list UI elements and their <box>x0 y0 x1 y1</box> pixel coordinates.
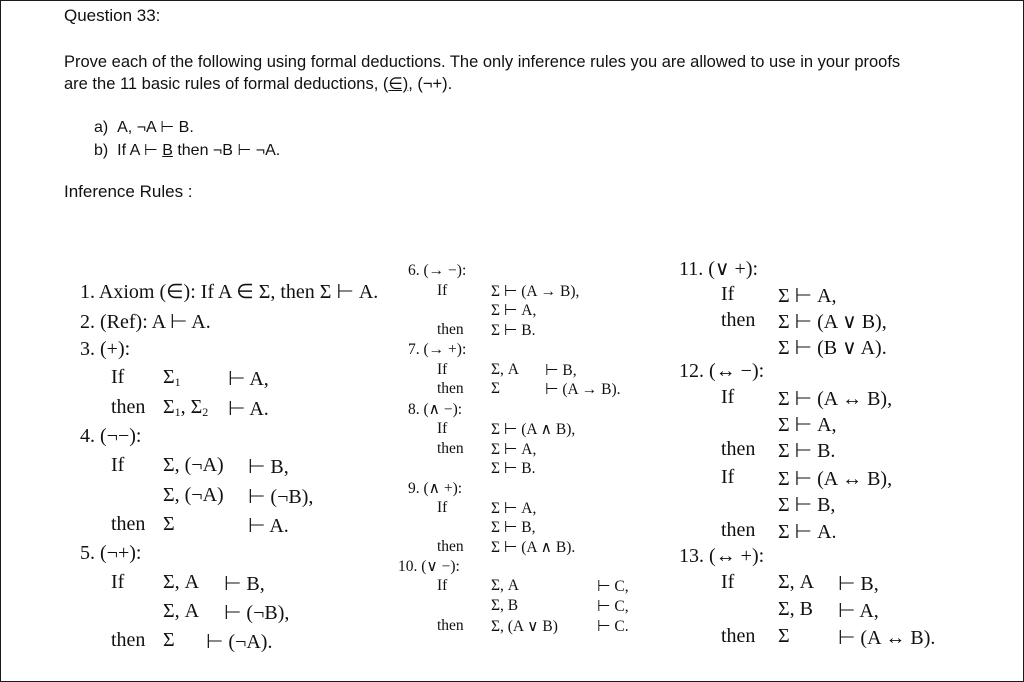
question-intro <box>64 51 900 95</box>
rule-13-conclusion-3: ⊢ (A ↔ B). <box>838 627 936 649</box>
rule-3-conclusion-1: ⊢ A, <box>228 368 269 390</box>
part-a <box>94 116 280 139</box>
rule-12-line-1: Σ ⊢ (A ↔ B), <box>778 388 893 410</box>
rule-7-conclusion-2: ⊢ (A → B). <box>545 381 621 398</box>
question-title: Question 33: <box>64 6 161 25</box>
rule-4-heading: 4. (¬−): <box>80 425 142 447</box>
part-text: If A ⊢ <box>117 142 163 159</box>
rule-10-heading: 10. (∨ −): <box>398 558 460 575</box>
rule-10-then: then <box>437 617 464 634</box>
rule-11-line-3: Σ ⊢ (B ∨ A). <box>778 337 887 359</box>
rule-6-line-1: Σ ⊢ (A → B), <box>491 283 580 300</box>
intro-line-2 <box>64 73 900 95</box>
rule-4-conclusion-3: ⊢ A. <box>248 515 289 537</box>
rule-13-premise-2: Σ, B <box>778 598 813 620</box>
rule-7-premise-2: Σ <box>491 380 501 397</box>
rule-12-then: then <box>721 438 756 460</box>
part-text: A, ¬A ⊢ B. <box>117 119 194 136</box>
rule-4-conclusion-2: ⊢ (¬B), <box>248 486 314 508</box>
rule-12-then-2: then <box>721 519 756 541</box>
rule-8-line-3: Σ ⊢ B. <box>491 460 536 477</box>
rule-3-premise <box>163 366 181 390</box>
rule-12-if-2: If <box>721 466 735 488</box>
rule-5-conclusion-1: ⊢ B, <box>224 573 265 595</box>
part-text-underlined: B <box>162 142 173 159</box>
rule-5-premise-1: Σ, A <box>163 571 200 593</box>
rule-9-heading: 9. (∧ +): <box>408 480 463 497</box>
rule-7-if: If <box>437 361 448 378</box>
part-b <box>94 139 280 162</box>
rule-6-then: then <box>437 321 464 338</box>
rule-3-if: If <box>111 366 125 388</box>
rule-4-then: then <box>111 513 146 535</box>
rule-2: 2. (Ref): A ⊢ A. <box>80 311 211 333</box>
rule-12-line-6: Σ ⊢ A. <box>778 521 837 543</box>
rule-6-if: If <box>437 282 448 299</box>
rule-11-if: If <box>721 283 735 305</box>
rule-13-premise-3: Σ <box>778 625 790 647</box>
part-label: b) <box>94 142 109 159</box>
rule-11-line-1: Σ ⊢ A, <box>778 285 837 307</box>
sigma: Σ <box>163 396 175 418</box>
rule-9-line-2: Σ ⊢ B, <box>491 519 536 536</box>
rule-5-then: then <box>111 629 146 651</box>
rule-10-conclusion-1: ⊢ C, <box>597 578 629 595</box>
intro-text: are the 11 basic rules of formal deductions, ( <box>64 75 389 93</box>
rule-9-then: then <box>437 538 464 555</box>
rule-11-line-2: Σ ⊢ (A ∨ B), <box>778 311 887 333</box>
subscript: 2 <box>202 405 209 419</box>
intro-text-end: , (¬+). <box>408 75 453 93</box>
rule-6-line-2: Σ ⊢ A, <box>491 302 537 319</box>
rule-10-conclusion-2: ⊢ C, <box>597 598 629 615</box>
question-parts <box>94 116 280 162</box>
rule-13-premise-1: Σ, A <box>778 571 815 593</box>
rule-4-premise-3: Σ <box>163 513 175 535</box>
rule-13-heading: 13. (↔ +): <box>679 545 765 567</box>
rule-5-heading: 5. (¬+): <box>80 542 142 564</box>
rule-13-if: If <box>721 571 735 593</box>
rule-7-then: then <box>437 380 464 397</box>
rule-7-conclusion-1: ⊢ B, <box>545 362 577 379</box>
rule-3-then: then <box>111 396 146 418</box>
rule-12-heading: 12. (↔ −): <box>679 360 765 382</box>
rule-10-premise-3: Σ, (A ∨ B) <box>491 618 558 635</box>
rule-11-heading: 11. (∨ +): <box>679 258 759 280</box>
rule-8-if: If <box>437 420 448 437</box>
rule-6-line-3: Σ ⊢ B. <box>491 322 536 339</box>
rule-5-conclusion-3: ⊢ (¬A). <box>206 631 273 653</box>
rule-12-line-4: Σ ⊢ (A ↔ B), <box>778 468 893 490</box>
rule-10-conclusion-3: ⊢ C. <box>597 618 629 635</box>
rule-9-line-1: Σ ⊢ A, <box>491 500 537 517</box>
rule-13-conclusion-1: ⊢ B, <box>838 573 879 595</box>
rule-5-conclusion-2: ⊢ (¬B), <box>224 602 290 624</box>
rule-8-line-2: Σ ⊢ A, <box>491 441 537 458</box>
subscript: 1 <box>174 375 181 389</box>
rule-5-if: If <box>111 571 125 593</box>
rule-7-heading: 7. (→ +): <box>408 341 467 358</box>
rule-3-premise-2 <box>163 396 208 420</box>
rule-10-if: If <box>437 577 448 594</box>
rule-4-conclusion-1: ⊢ B, <box>248 456 289 478</box>
rule-7-premise-1: Σ, A <box>491 361 519 378</box>
inference-rules-title: Inference Rules : <box>64 182 193 201</box>
rule-9-if: If <box>437 499 448 516</box>
rule-5-premise-2: Σ, A <box>163 600 200 622</box>
sigma: Σ <box>163 366 175 388</box>
rule-3-conclusion-2: ⊢ A. <box>228 398 269 420</box>
rule-6-heading: 6. (→ −): <box>408 262 467 279</box>
rule-12-line-5: Σ ⊢ B, <box>778 494 836 516</box>
part-text-end: then ¬B ⊢ ¬A. <box>172 142 281 159</box>
rule-12-line-2: Σ ⊢ A, <box>778 414 837 436</box>
rule-1: 1. Axiom (∈): If A ∈ Σ, then Σ ⊢ A. <box>80 281 379 303</box>
intro-line-1: Prove each of the following using formal deductions. The only inference rules you are allowed to use in your proofs <box>64 53 901 71</box>
rule-12-line-3: Σ ⊢ B. <box>778 440 836 462</box>
rule-3-heading: 3. (+): <box>80 338 131 360</box>
rule-4-premise-2: Σ, (¬A) <box>163 484 224 506</box>
rule-4-premise-1: Σ, (¬A) <box>163 454 224 476</box>
rule-13-conclusion-2: ⊢ A, <box>838 600 879 622</box>
rule-9-line-3: Σ ⊢ (A ∧ B). <box>491 539 576 556</box>
rule-12-if: If <box>721 386 735 408</box>
intro-underlined-rule: ∈) <box>388 75 409 93</box>
part-label: a) <box>94 119 109 136</box>
rule-11-then: then <box>721 309 756 331</box>
rule-8-line-1: Σ ⊢ (A ∧ B), <box>491 421 576 438</box>
rule-13-then: then <box>721 625 756 647</box>
rule-8-then: then <box>437 440 464 457</box>
rule-5-premise-3: Σ <box>163 629 175 651</box>
subscript: 1 <box>174 405 181 419</box>
rule-10-premise-2: Σ, B <box>491 597 519 614</box>
rule-8-heading: 8. (∧ −): <box>408 401 463 418</box>
rule-4-if: If <box>111 454 125 476</box>
sigma: , Σ <box>180 396 203 418</box>
rule-10-premise-1: Σ, A <box>491 577 519 594</box>
